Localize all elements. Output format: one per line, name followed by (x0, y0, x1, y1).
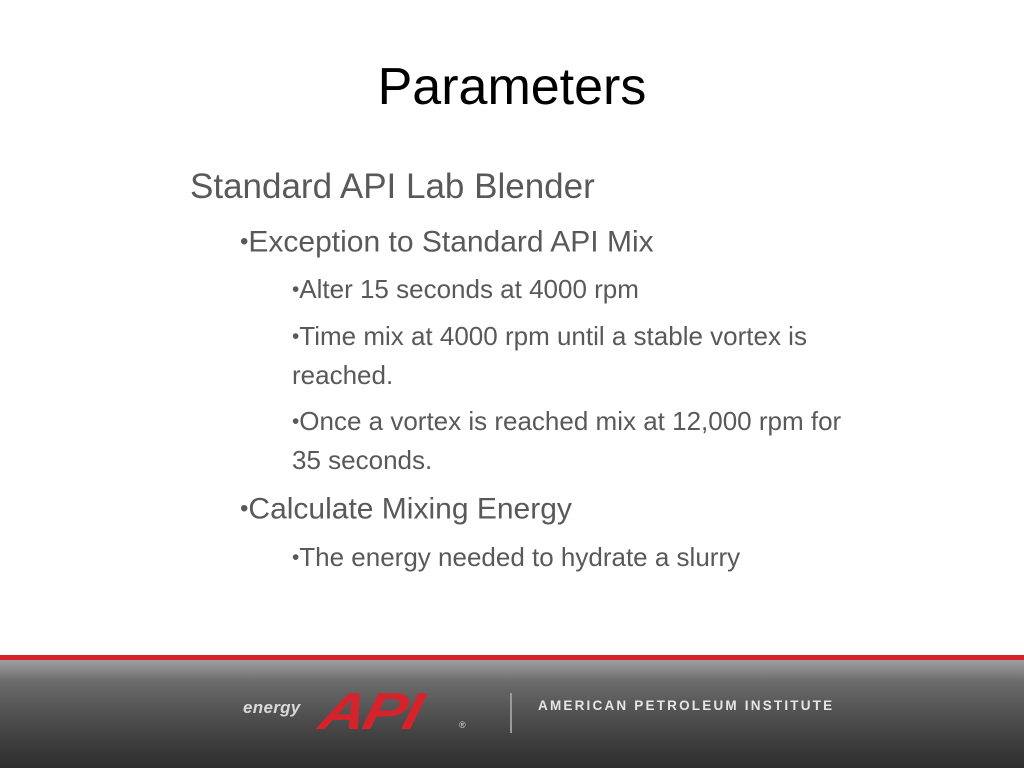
sub-bullet-text: Once a vortex is reached mix at 12,000 rpm for 35 seconds. (292, 406, 842, 476)
heading-standard-api-lab-blender: Standard API Lab Blender (190, 167, 595, 206)
bullet-icon: • (240, 228, 249, 255)
sub-bullet-text: Time mix at 4000 rpm until a stable vortex is reached. (292, 321, 807, 391)
bullet-icon: • (292, 410, 300, 434)
registered-mark: ® (459, 720, 466, 730)
bullet-icon: • (292, 278, 300, 302)
bullet-calculate-mixing-energy (240, 489, 870, 529)
sub-bullet-once-a-vortex (292, 402, 852, 479)
sub-bullet-text: Alter 15 seconds at 4000 rpm (299, 274, 639, 305)
slide-title: Parameters (377, 58, 647, 116)
bullet-icon: • (292, 545, 300, 569)
sub-bullet-time-mix (292, 317, 852, 394)
sub-bullet-energy-needed (292, 538, 852, 577)
logo-api-text: API (313, 683, 427, 741)
footer-divider (510, 693, 512, 733)
sub-bullet-alter-15-seconds (292, 270, 852, 309)
bullet-icon: • (292, 325, 300, 349)
bullet-icon: • (240, 495, 249, 523)
footer-band (0, 655, 1024, 768)
bullet-text: Exception to Standard API Mix (248, 225, 654, 259)
bullet-text: Calculate Mixing Energy (248, 492, 572, 526)
slide-content (190, 162, 870, 576)
bullet-exception-to-standard-api-mix (240, 222, 870, 262)
sub-bullet-text: The energy needed to hydrate a slurry (299, 541, 741, 572)
organization-name: AMERICAN PETROLEUM INSTITUTE (538, 698, 835, 713)
footer-gloss (0, 660, 1024, 682)
api-logo-icon (243, 683, 473, 741)
logo-energy-text: energy (243, 698, 301, 717)
